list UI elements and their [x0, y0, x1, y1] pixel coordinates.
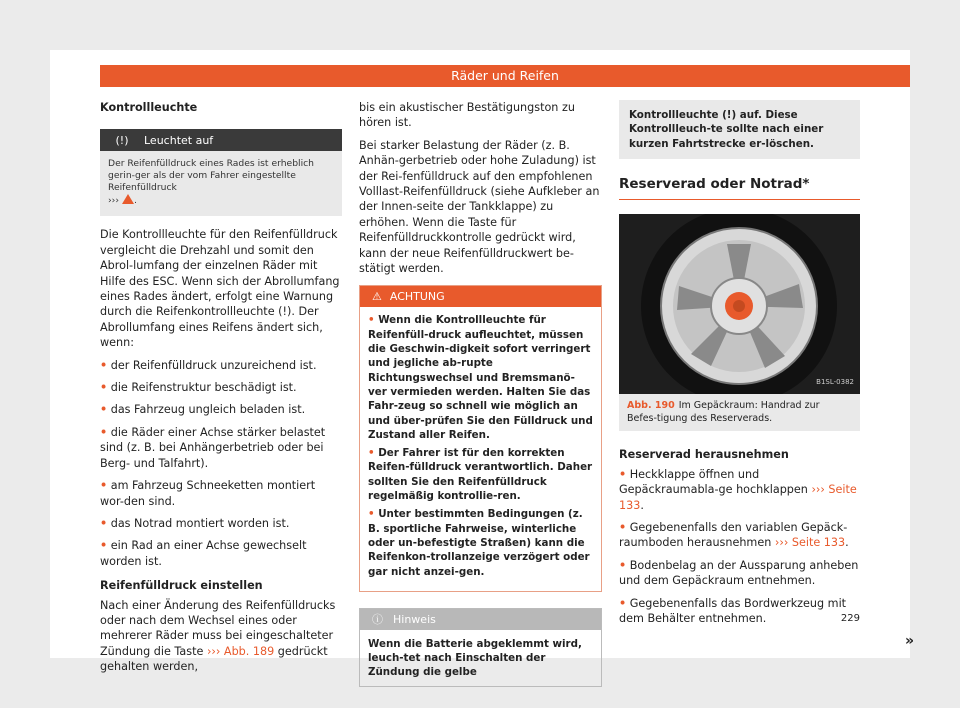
page-link[interactable]: ››› Seite 133 [619, 483, 857, 512]
tell-tale-label: Leuchtet auf [144, 133, 214, 147]
list-item: • die Räder einer Achse stärker belastet sind (z. B. bei Anhängerbetrieb oder bei Berg- und Talfahrt). [100, 425, 326, 470]
page-link[interactable]: ››› Seite 133 [774, 536, 846, 550]
note-box [359, 608, 602, 687]
continue-mark: » [905, 633, 915, 649]
column-right [619, 100, 860, 633]
tire-pressure-icon: (!) [115, 133, 129, 147]
caption-text: Im Gepäckraum: Handrad zur Befes-tigung des Reserverads. [627, 400, 820, 424]
tell-tale-text: Der Reifenfülldruck eines Rades ist erheblich gerin-ger als der vom Fahrer eingestellte Reifenfülldruck [108, 158, 315, 194]
list-item: • Heckklappe öffnen und Gepäckraumabla-ge hochklappen ››› Seite 133. [619, 467, 857, 512]
list-item: • Gegebenenfalls den variablen Gepäck-raumboden herausnehmen ››› Seite 133. [619, 520, 849, 550]
figure-link[interactable]: ››› Abb. 189 [206, 644, 275, 658]
warning-triangle-icon [122, 194, 134, 204]
warning-header [360, 286, 601, 307]
warning-body [360, 307, 601, 590]
list-item: • Gegebenenfalls das Bordwerkzeug mit dem Behälter entnehmen. [619, 596, 847, 625]
tell-tale-description: Der Reifenfülldruck eines Rades ist erheblich gerin-ger als der vom Fahrer eingestellte Reifenfülldruck ››› . [100, 151, 342, 216]
list-item: • Unter bestimmten Bedingungen (z. B. sportliche Fahrweise, winterliche oder un-befestigte Straßen) kann die Reifenkon-trollanzeige verzögert oder gar nicht anzei-gen. [368, 508, 590, 578]
chapter-header: Räder und Reifen [100, 65, 910, 87]
intro-paragraph: Die Kontrollleuchte für den Reifenfülldruck vergleicht die Drehzahl und somit den Abrol-lumfang der einzelnen Räder mit Hilfe des ESC. Wenn sich der Abrollumfang eines Rades ändert, erfolgt eine Warnung durch die Reifenkontrollleuchte (!). Der Abrollumfang eines Reifens ändert sich, wenn: [100, 228, 340, 350]
note-continuation: Kontrollleuchte (!) auf. Diese Kontrollleuch-te sollte nach einer kurzen Fahrtstrecke er-löschen. [619, 100, 860, 159]
tell-tale-ref[interactable]: ››› [108, 195, 120, 207]
list-item: • das Fahrzeug ungleich beladen ist. [100, 403, 306, 417]
section-heading-reserverad: Reserverad oder Notrad* [619, 177, 860, 200]
spare-wheel-figure [619, 214, 860, 394]
tell-tale-bar [100, 129, 342, 151]
list-item: • das Notrad montiert worden ist. [100, 516, 290, 530]
set-pressure-paragraph: Nach einer Änderung des Reifenfülldrucks oder nach dem Wechsel eines oder mehrerer Räder muss bei eingeschalteter Zündung die Taste ››› Abb. 189 gedrückt gehalten werden, [100, 598, 336, 674]
note-title: Hinweis [393, 612, 436, 626]
warning-title: ACHTUNG [389, 290, 445, 304]
figure-label: Abb. 190 [627, 400, 675, 412]
section-heading-kontrollleuchte: Kontrollleuchte [100, 101, 198, 114]
figure-caption [619, 394, 860, 431]
warning-triangle-icon: ⚠ [372, 290, 382, 304]
subheading-herausnehmen: Reserverad herausnehmen [619, 448, 789, 462]
column-left [100, 100, 342, 675]
list-item: • Der Fahrer ist für den korrekten Reifen-fülldruck verantwortlich. Daher sollten Sie den Reifenfülldruck regelmäßig kontrollie-ren. [368, 447, 593, 503]
list-item: • Wenn die Kontrollleuchte für Reifenfüll-druck aufleuchtet, müssen die Geschwin-digkeit sofort verringert und jegliche ab-rupte Richtungswechsel und Bremsmanö-ver vermieden werden. Halten Sie das Fahr-zeug so schnell wie möglich an und über-prüfen Sie den Fülldruck und Zustand aller Reifen. [368, 314, 593, 441]
warning-box [359, 285, 602, 591]
list-item: • der Reifenfülldruck unzureichend ist. [100, 358, 317, 372]
paragraph: bis ein akustischer Bestätigungston zu hören ist. [359, 101, 575, 130]
list-item: • die Reifenstruktur beschädigt ist. [100, 381, 297, 395]
paragraph: Bei starker Belastung der Räder (z. B. Anhän-gerbetrieb oder hohe Zuladung) ist der Rei-fenfülldruck auf den empfohlenen Volllast-Reifenfülldruck (siehe Aufkleber an der Innen-seite der Tankklappe) zu erhöhen. Wenn die Taste für Reifenfülldruckkontrolle gedrückt wird, kann der neue Reifenfülldruckwert be-stätigt werden. [359, 138, 600, 276]
note-header [360, 609, 601, 630]
spare-wheel-illustration [619, 214, 860, 394]
figure-code: B1SL-0382 [816, 377, 854, 386]
column-middle [359, 100, 602, 687]
page-number: 229 [840, 613, 860, 624]
list-item: • ein Rad an einer Achse gewechselt worden ist. [100, 539, 307, 568]
note-text: Wenn die Batterie abgeklemmt wird, leuch-tet nach Einschalten der Zündung die gelbe [368, 637, 582, 679]
page [50, 50, 915, 679]
info-icon: ⓘ [372, 612, 383, 626]
list-item: • Bodenbelag an der Aussparung anheben und dem Gepäckraum entnehmen. [619, 558, 859, 588]
subheading-reifenfuelldruck: Reifenfülldruck einstellen [100, 579, 263, 593]
list-item: • am Fahrzeug Schneeketten montiert wor-den sind. [100, 479, 316, 508]
condition-list [100, 358, 342, 569]
